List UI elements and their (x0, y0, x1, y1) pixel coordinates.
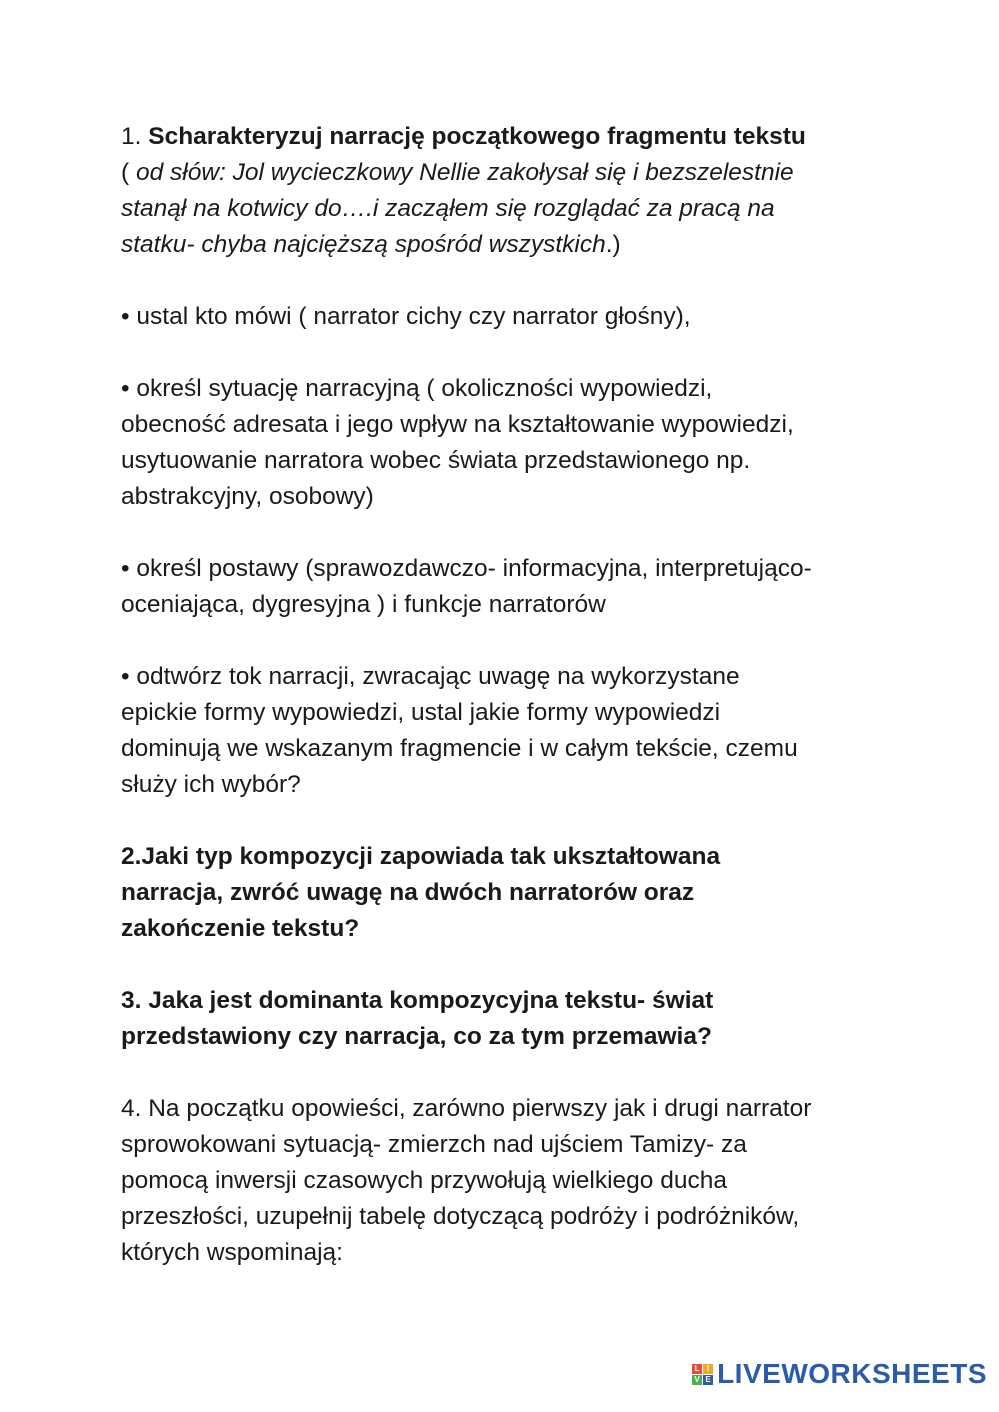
bullet-line: • ustal kto mówi ( narrator cichy czy narrator głośny), (121, 303, 691, 330)
question-1-quote-line: ( od słów: Jol wycieczkowy Nellie zakołysał się i bezszelestnie (121, 159, 794, 186)
question-2-line: zakończenie tekstu? (121, 915, 360, 942)
bullet-narrative-situation (121, 371, 901, 515)
question-1-quote-line: statku- chyba najcięższą spośród wszystkich.) (121, 231, 621, 258)
question-3-line: przedstawiony czy narracja, co za tym przemawia? (121, 1023, 712, 1050)
question-1-title: Scharakteryzuj narrację początkowego fragmentu tekstu (148, 123, 806, 150)
question-2-line: 2.Jaki typ kompozycji zapowiada tak ukształtowana (121, 843, 721, 870)
question-4-line: których wspominają: (121, 1239, 343, 1266)
bullet-line: obecność adresata i jego wpływ na kształtowanie wypowiedzi, (121, 411, 794, 438)
live-logo-icon (692, 1364, 713, 1385)
question-4-line: przeszłości, uzupełnij tabelę dotyczącą podróży i podróżników, (121, 1203, 800, 1230)
bullet-line: dominują we wskazanym fragmencie i w całym tekście, czemu (121, 735, 798, 762)
logo-text: LIVEWORKSHEETS (717, 1358, 987, 1389)
bullet-line: • określ sytuację narracyjną ( okoliczności wypowiedzi, (121, 375, 713, 402)
bullet-narration-flow (121, 659, 901, 803)
question-2 (121, 839, 901, 947)
logo-letter-i: I (703, 1364, 713, 1374)
question-4-line: pomocą inwersji czasowych przywołują wielkiego ducha (121, 1167, 727, 1194)
bullet-line: oceniająca, dygresyjna ) i funkcje narratorów (121, 591, 606, 618)
question-2-line: narracja, zwróć uwagę na dwóch narratorów oraz (121, 879, 695, 906)
question-3-line: 3. Jaka jest dominanta kompozycyjna tekstu- świat (121, 987, 714, 1014)
question-4 (121, 1091, 901, 1271)
question-4-line: 4. Na początku opowieści, zarówno pierwszy jak i drugi narrator (121, 1095, 812, 1122)
bullet-line: • odtwórz tok narracji, zwracając uwagę na wykorzystane (121, 663, 740, 690)
liveworksheets-logo (692, 1358, 987, 1390)
question-3 (121, 983, 901, 1055)
bullet-line: usytuowanie narratora wobec świata przedstawionego np. (121, 447, 751, 474)
bullet-narrator-attitudes (121, 551, 901, 623)
question-1-quote-line: stanął na kotwicy do….i zacząłem się rozglądać za pracą na (121, 195, 775, 222)
bullet-line: służy ich wybór? (121, 771, 301, 798)
logo-letter-e: E (703, 1375, 713, 1385)
question-4-line: sprowokowani sytuacją- zmierzch nad ujściem Tamizy- za (121, 1131, 747, 1158)
bullet-narrator-who (121, 299, 901, 335)
bullet-line: abstrakcyjny, osobowy) (121, 483, 374, 510)
bullet-line: • określ postawy (sprawozdawczo- informacyjna, interpretująco- (121, 555, 812, 582)
logo-letter-l: L (692, 1364, 702, 1374)
worksheet-content (121, 119, 901, 1307)
question-1 (121, 119, 901, 263)
logo-letter-v: V (692, 1375, 702, 1385)
question-1-heading: 1. Scharakteryzuj narrację początkowego fragmentu tekstu (121, 123, 806, 150)
bullet-line: epickie formy wypowiedzi, ustal jakie formy wypowiedzi (121, 699, 721, 726)
